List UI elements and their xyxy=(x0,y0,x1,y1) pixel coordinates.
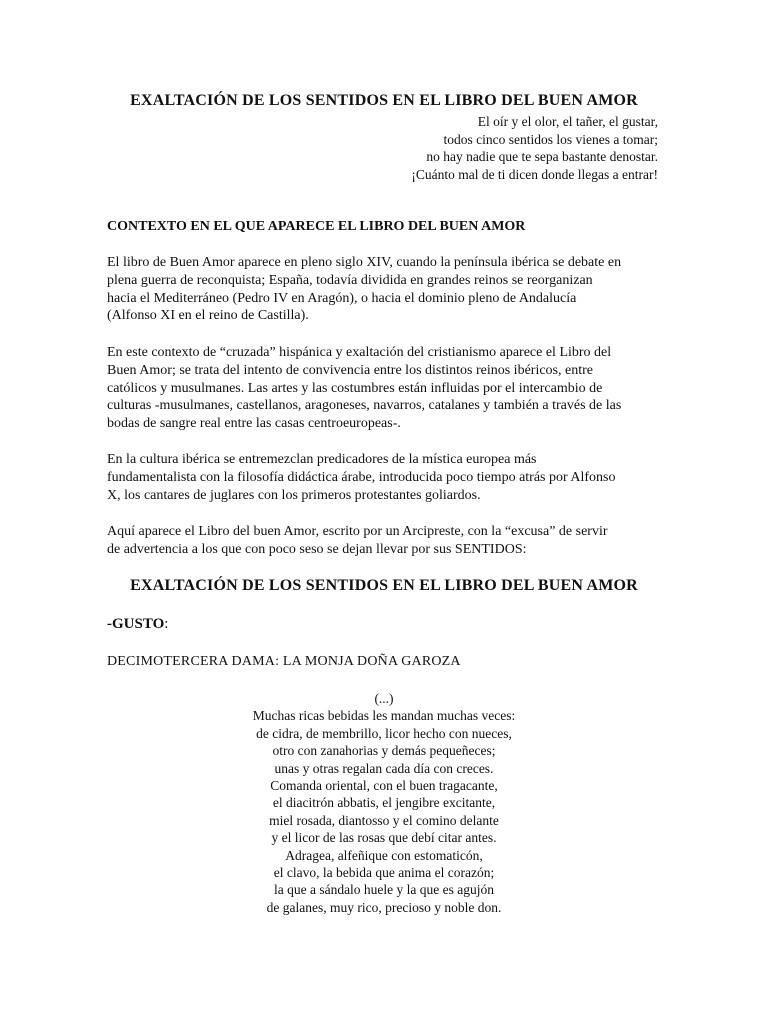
paragraph-line: hacia el Mediterráneo (Pedro IV en Aragón), o hacia el dominio pleno de Andalucía xyxy=(107,290,577,306)
paragraph-line: En este contexto de “cruzada” hispánica y exaltación del cristianismo aparece el Libro del xyxy=(107,345,612,360)
epigraph-line: El oír y el olor, el tañer, el gustar, xyxy=(477,114,658,129)
gusto-colon: : xyxy=(164,616,169,632)
paragraph-line: El libro de Buen Amor aparece en pleno siglo XIV, cuando la península ibérica se debate en xyxy=(107,255,622,270)
paragraph-line: En la cultura ibérica se entremezclan predicadores de la mística europea más xyxy=(107,452,537,467)
gusto-label: -GUSTO xyxy=(107,616,165,632)
poem-line: miel rosada, diantosso y el comino delante xyxy=(269,812,499,828)
paragraph-line: plena guerra de reconquista; España, todavía dividida en grandes reinos se reorganizan xyxy=(107,272,593,288)
poem-line: unas y otras regalan cada día con creces. xyxy=(274,760,494,776)
paragraph-arcipreste xyxy=(107,523,663,559)
poem-line: y el licor de las rosas que debí citar antes. xyxy=(271,830,497,846)
paragraph-culture xyxy=(107,451,663,504)
section-title: EXALTACIÓN DE LOS SENTIDOS EN EL LIBRO DEL BUEN AMOR xyxy=(130,577,638,594)
epigraph-line: todos cinco sentidos los vienes a tomar; xyxy=(443,131,658,147)
main-title: EXALTACIÓN DE LOS SENTIDOS EN EL LIBRO DEL BUEN AMOR xyxy=(130,92,638,109)
paragraph-line: (Alfonso XI en el reino de Castilla). xyxy=(107,308,309,324)
poem-line: Adragea, alfeñique con estomaticón, xyxy=(285,847,483,863)
paragraph-line: culturas -musulmanes, castellanos, aragoneses, navarros, catalanes y también a través de las xyxy=(107,398,622,414)
poem-line: Comanda oriental, con el buen tragacante, xyxy=(270,778,498,794)
epigraph-line: ¡Cuánto mal de ti dicen donde llegas a entrar! xyxy=(411,166,658,182)
poem-line: el diacitrón abbatis, el jengibre excitante, xyxy=(272,795,496,811)
poem xyxy=(184,690,584,916)
paragraph-line: de advertencia a los que con poco seso se dejan llevar por sus SENTIDOS: xyxy=(107,541,527,557)
paragraph-context xyxy=(107,254,663,325)
poem-line: el clavo, la bebida que anima el corazón; xyxy=(273,865,495,881)
poem-line: de cidra, de membrillo, licor hecho con nueces, xyxy=(256,725,512,741)
poem-line: la que a sándalo huele y la que es agujón xyxy=(273,882,495,898)
poem-line: otro con zanahorias y demás pequeñeces; xyxy=(272,743,496,759)
paragraph-line: bodas de sangre real entre las casas centroeuropeas-. xyxy=(107,416,401,432)
paragraph-line: Aquí aparece el Libro del buen Amor, escrito por un Arcipreste, con la “excusa” de servir xyxy=(107,524,608,539)
poem-line: (...) xyxy=(374,691,394,706)
gusto-heading xyxy=(107,616,168,633)
paragraph-crusade xyxy=(107,344,663,433)
epigraph xyxy=(411,113,658,183)
poem-line: Muchas ricas bebidas les mandan muchas veces: xyxy=(252,708,516,724)
paragraph-line: Buen Amor; se trata del intento de convivencia entre los distintos reinos ibéricos, entre xyxy=(107,362,593,378)
paragraph-line: X, los cantares de juglares con los primeros protestantes goliardos. xyxy=(107,487,481,503)
epigraph-line: no hay nadie que te sepa bastante denostar. xyxy=(426,149,658,165)
dama-heading: DECIMOTERCERA DAMA: LA MONJA DOÑA GAROZA xyxy=(107,654,461,669)
paragraph-line: fundamentalista con la filosofía didáctica árabe, introducida poco tiempo atrás por Alfonso xyxy=(107,469,616,485)
poem-line: de galanes, muy rico, precioso y noble don. xyxy=(266,899,502,915)
context-heading: CONTEXTO EN EL QUE APARECE EL LIBRO DEL BUEN AMOR xyxy=(107,219,526,234)
paragraph-line: católicos y musulmanes. Las artes y las costumbres están influidas por el intercambio de xyxy=(107,380,603,396)
